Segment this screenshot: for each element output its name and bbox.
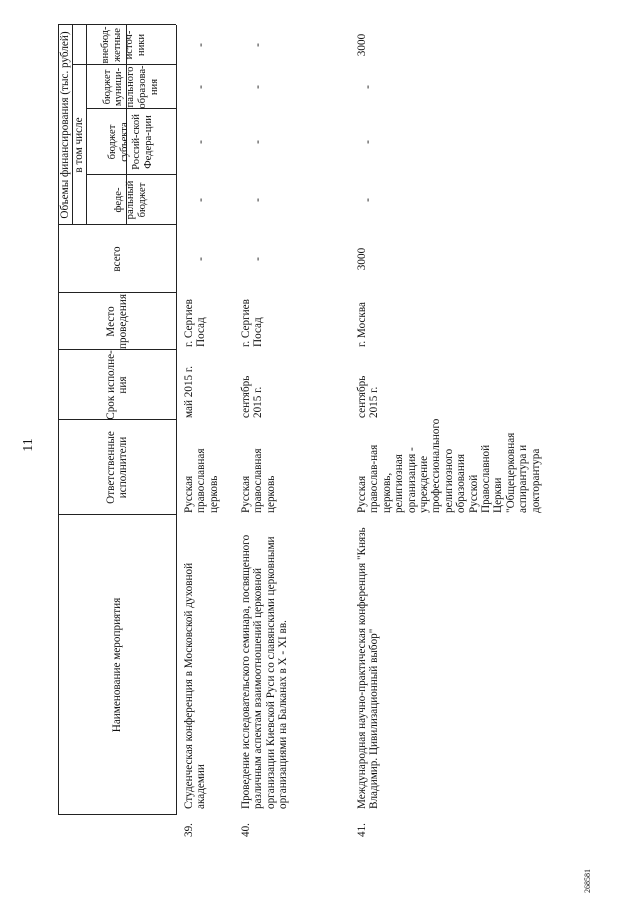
row-39-place: г. Сергиев Посад bbox=[183, 299, 208, 347]
row-40-regional: - bbox=[252, 140, 264, 144]
header-place: Место проведения bbox=[104, 294, 129, 349]
row-39-number: 39. bbox=[183, 823, 195, 837]
document-code: 268581 bbox=[583, 869, 592, 893]
header-financing: Объемы финансирования (тыс. рублей) bbox=[58, 31, 71, 219]
row-40-extrabudget: - bbox=[252, 43, 264, 47]
row-40-term: сентябрь 2015 г. bbox=[240, 375, 265, 418]
row-39-municipal: - bbox=[195, 85, 207, 89]
row-39-regional: - bbox=[195, 140, 207, 144]
header-total: всего bbox=[110, 246, 123, 272]
header-term: Срок исполне-ния bbox=[104, 350, 129, 420]
row-39-name: Студенческая конференция в Московской духовной академии bbox=[183, 562, 208, 809]
row-40-federal: - bbox=[252, 198, 264, 202]
row-39-federal: - bbox=[195, 198, 207, 202]
page-number: 11 bbox=[21, 438, 36, 452]
row-41-place: г. Москва bbox=[356, 302, 368, 347]
row-41-term: сентябрь 2015 г. bbox=[356, 375, 381, 418]
row-40-place: г. Сергиев Посад bbox=[240, 299, 265, 347]
row-41-name: Международная научно-практическая конференция "Князь Владимир. Цивилизационный выбор" bbox=[356, 527, 381, 809]
row-40-executor: Русская православная церковь bbox=[240, 448, 277, 513]
row-41-municipal: - bbox=[362, 85, 374, 89]
row-40-total: - bbox=[252, 257, 264, 261]
header-executors: Ответственные исполнители bbox=[104, 431, 129, 504]
row-41-total: 3000 bbox=[356, 247, 368, 271]
row-39-term: май 2015 г. bbox=[183, 365, 195, 418]
row-41-executor: Русская православ-ная церковь, религиозная организация - учреждение профессионального религиозного образования Русской Православной Церкви "Общецерковная аспирантура и докторантура bbox=[356, 418, 542, 513]
row-41-regional: - bbox=[362, 140, 374, 144]
row-41-federal: - bbox=[362, 198, 374, 202]
header-regional: бюджет субъекта Россий-ской Федера-ции bbox=[107, 114, 154, 170]
header-name: Наименование мероприятия bbox=[110, 597, 123, 733]
row-39-executor: Русская православная церковь bbox=[183, 448, 220, 513]
header-extrabudget: внебюд-жетные источ-ники bbox=[100, 26, 147, 64]
header-federal: феде-ральный бюджет bbox=[113, 180, 148, 220]
header-municipal: бюджет муници-пального образова-ния bbox=[101, 65, 160, 109]
row-39-extrabudget: - bbox=[195, 43, 207, 47]
row-40-number: 40. bbox=[240, 823, 252, 837]
header-in-total: в том числе bbox=[72, 117, 85, 173]
row-41-number: 41. bbox=[356, 823, 368, 837]
row-40-name: Проведение исследовательского семинара, посвященного различным аспектам взаимоотношений церковной организации Киевской Руси со славянскими церковными организациями на Балканах в X - XI вв. bbox=[240, 534, 290, 809]
row-39-total: - bbox=[195, 257, 207, 261]
row-41-extrabudget: 3000 bbox=[356, 33, 368, 57]
row-40-municipal: - bbox=[252, 85, 264, 89]
